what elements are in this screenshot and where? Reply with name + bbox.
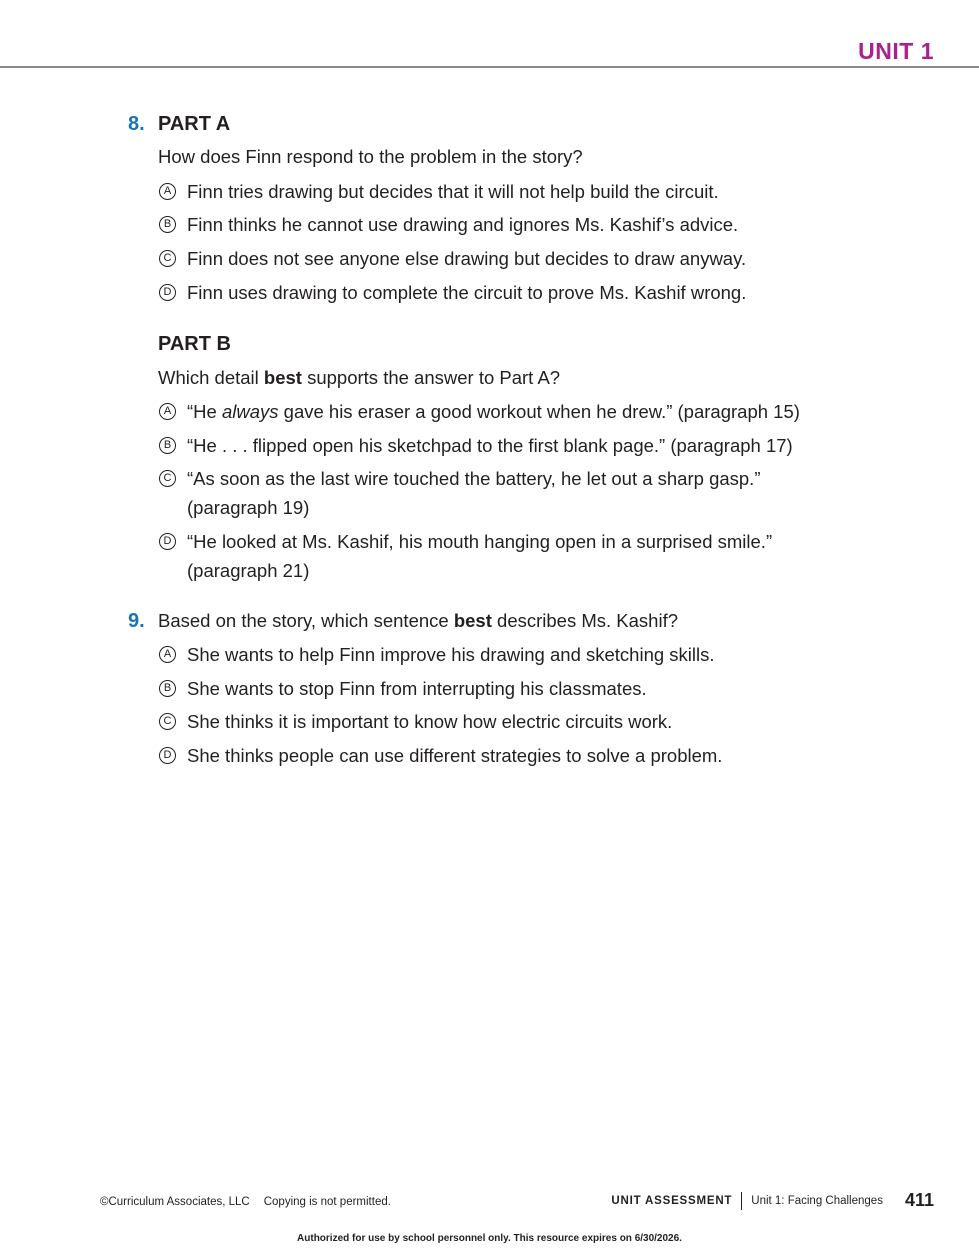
choice-text: “He . . . flipped open his sketchpad to the first blank page.” (paragraph 17) xyxy=(187,435,793,456)
answer-bubble-icon[interactable]: B xyxy=(159,216,176,233)
q9-choice-d[interactable] xyxy=(158,741,838,770)
stem-text: Based on the story, which sentence xyxy=(158,610,454,631)
answer-bubble-icon[interactable]: A xyxy=(159,646,176,663)
part-a-choice-c[interactable] xyxy=(158,244,838,273)
choice-text: She thinks people can use different strategies to solve a problem. xyxy=(187,745,723,766)
answer-bubble-icon[interactable]: D xyxy=(159,284,176,301)
stem-emphasis: best xyxy=(263,367,302,388)
copyright-text: ©Curriculum Associates, LLC xyxy=(100,1196,250,1208)
choice-text: “As soon as the last wire touched the battery, he let out a sharp gasp.” (paragraph 19) xyxy=(187,468,761,518)
stem-text: describes Ms. Kashif? xyxy=(491,610,678,631)
choice-text-italic: always xyxy=(221,401,279,422)
answer-bubble-icon[interactable]: A xyxy=(159,403,176,420)
stem-emphasis: best xyxy=(453,610,492,631)
answer-bubble-icon[interactable]: B xyxy=(159,437,176,454)
answer-bubble-icon[interactable]: D xyxy=(159,747,176,764)
q9-choice-a[interactable] xyxy=(158,640,838,669)
choice-text-segment: gave his eraser a good workout when he drew.” (paragraph 15) xyxy=(278,401,800,422)
question-9-stem xyxy=(158,610,678,632)
page-number: 411 xyxy=(904,1190,934,1210)
answer-bubble-icon[interactable]: D xyxy=(159,533,176,550)
part-b-label: PART B xyxy=(158,333,231,355)
part-b-choice-d[interactable] xyxy=(158,527,838,585)
footer-divider xyxy=(741,1192,742,1210)
part-a-choice-b[interactable] xyxy=(158,210,838,239)
answer-bubble-icon[interactable]: C xyxy=(159,713,176,730)
choice-text-segment: “He xyxy=(187,401,222,422)
part-a-choice-a[interactable] xyxy=(158,177,838,206)
part-a-label: PART A xyxy=(158,113,231,135)
question-8-number: 8. xyxy=(128,113,145,135)
choice-text: She wants to help Finn improve his drawing and sketching skills. xyxy=(187,644,715,665)
stem-text: supports the answer to Part A? xyxy=(301,367,561,388)
choice-text: Finn uses drawing to complete the circuit to prove Ms. Kashif wrong. xyxy=(187,282,747,303)
part-b-question xyxy=(158,367,560,389)
part-b-choice-a[interactable] xyxy=(158,397,838,426)
section-label: UNIT ASSESSMENT xyxy=(611,1194,733,1207)
part-b-choice-b[interactable] xyxy=(158,431,838,460)
footer-copyright xyxy=(100,1196,391,1208)
answer-bubble-icon[interactable]: B xyxy=(159,680,176,697)
stem-text: Which detail xyxy=(158,367,264,388)
footer-section-info xyxy=(611,1190,934,1211)
answer-bubble-icon[interactable]: C xyxy=(159,470,176,487)
part-a-choice-d[interactable] xyxy=(158,278,838,307)
copying-notice: Copying is not permitted. xyxy=(263,1196,391,1208)
authorization-notice: Authorized for use by school personnel only. This resource expires on 6/30/2026. xyxy=(297,1233,682,1244)
q9-choice-b[interactable] xyxy=(158,674,838,703)
choice-text: Finn thinks he cannot use drawing and ignores Ms. Kashif’s advice. xyxy=(187,214,739,235)
question-9-number: 9. xyxy=(128,610,145,632)
choice-text xyxy=(187,397,838,426)
unit-label: UNIT 1 xyxy=(858,38,934,64)
q9-choice-c[interactable] xyxy=(158,707,838,736)
part-b-choice-c[interactable] xyxy=(158,464,838,522)
header-divider xyxy=(0,66,979,68)
part-a-question: How does Finn respond to the problem in the story? xyxy=(158,146,583,167)
answer-bubble-icon[interactable]: C xyxy=(159,250,176,267)
choice-text: She wants to stop Finn from interrupting his classmates. xyxy=(187,678,647,699)
choice-text: Finn does not see anyone else drawing but decides to draw anyway. xyxy=(187,248,747,269)
choice-text: She thinks it is important to know how electric circuits work. xyxy=(187,711,673,732)
answer-bubble-icon[interactable]: A xyxy=(159,183,176,200)
choice-text: Finn tries drawing but decides that it will not help build the circuit. xyxy=(187,181,719,202)
unit-title: Unit 1: Facing Challenges xyxy=(751,1194,883,1207)
choice-text: “He looked at Ms. Kashif, his mouth hanging open in a surprised smile.” (paragraph 21) xyxy=(187,531,773,581)
